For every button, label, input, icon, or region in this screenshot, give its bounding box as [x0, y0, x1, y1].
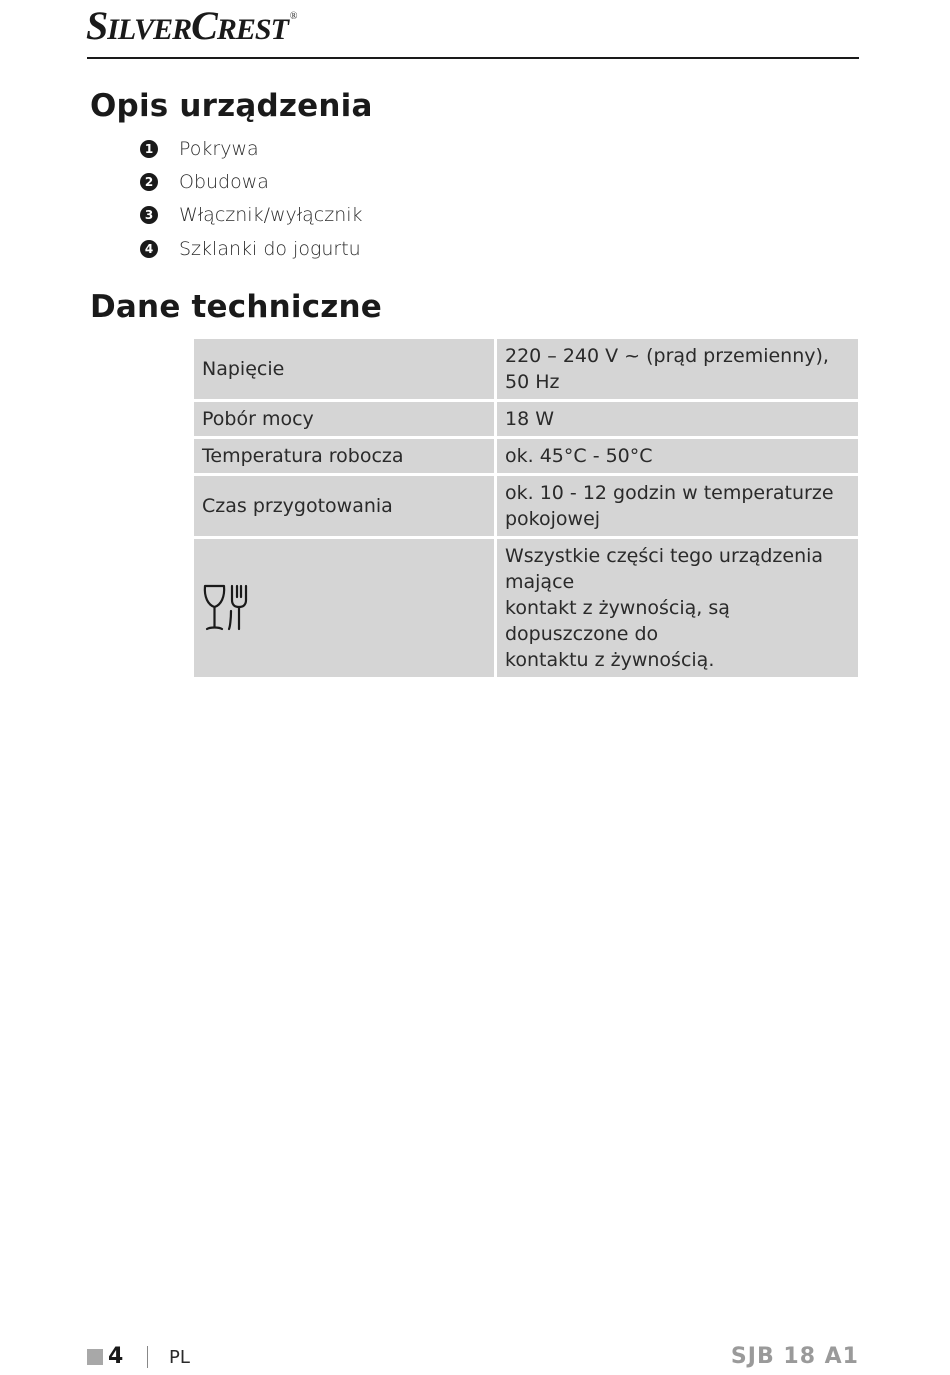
language-code: PL: [169, 1347, 190, 1368]
spec-value-line: 50 Hz: [505, 371, 560, 393]
technical-data-table: [194, 339, 858, 677]
section-title-device-description: Opis urządzenia: [90, 88, 373, 124]
silvercrest-logo: [86, 3, 297, 48]
part-number-badge: 3: [140, 206, 158, 224]
header-divider: [87, 57, 859, 59]
list-item: [140, 232, 363, 265]
spec-value-line: 220 – 240 V ~ (prąd przemienny),: [505, 345, 829, 367]
spec-value: [496, 538, 859, 678]
part-number-badge: 4: [140, 240, 158, 258]
logo-text-ilver: ILVER: [107, 13, 192, 46]
part-label: Pokrywa: [179, 137, 259, 160]
table-row: [194, 438, 858, 475]
table-row: [194, 339, 858, 401]
part-label: Włącznik/wyłącznik: [179, 204, 363, 227]
spec-value-line: 18 W: [505, 408, 555, 430]
list-item: [140, 165, 363, 198]
list-item: [140, 199, 363, 232]
spec-label: Czas przygotowania: [194, 475, 496, 538]
registered-mark: ®: [289, 11, 297, 22]
table-row: [194, 475, 858, 538]
page-marker-square: [87, 1349, 103, 1365]
spec-label: Napięcie: [194, 339, 496, 401]
logo-letter-s: S: [86, 3, 108, 48]
spec-value: [496, 401, 859, 438]
part-number-badge: 1: [140, 140, 158, 158]
spec-value: [496, 438, 859, 475]
part-label: Szklanki do jogurtu: [179, 237, 361, 260]
spec-value: [496, 475, 859, 538]
list-item: [140, 132, 363, 165]
spec-label: Pobór mocy: [194, 401, 496, 438]
spec-label: Temperatura robocza: [194, 438, 496, 475]
food-safe-symbol-cell: [194, 538, 496, 678]
section-title-technical-data: Dane techniczne: [90, 289, 383, 325]
spec-value-line: kontaktu z żywnością.: [505, 649, 715, 671]
table-row: [194, 401, 858, 438]
spec-value-line: pokojowej: [505, 508, 601, 530]
part-number-badge: 2: [140, 173, 158, 191]
parts-list: [140, 132, 363, 266]
table-row: [194, 538, 858, 678]
part-label: Obudowa: [179, 171, 269, 194]
spec-value-line: kontakt z żywnością, są dopuszczone do: [505, 597, 730, 645]
model-number: SJB 18 A1: [730, 1344, 859, 1369]
page-number: 4: [108, 1344, 124, 1369]
logo-letter-c: C: [191, 3, 217, 48]
spec-value-line: ok. 10 - 12 godzin w temperaturze: [505, 482, 834, 504]
spec-value-line: ok. 45°C - 50°C: [505, 445, 653, 467]
food-safe-glass-fork-icon: [202, 583, 248, 633]
footer-divider: [147, 1346, 148, 1368]
page-footer: [87, 1344, 859, 1372]
spec-value-line: Wszystkie części tego urządzenia mające: [505, 545, 824, 593]
logo-text-rest: REST: [216, 13, 288, 46]
spec-value: [496, 339, 859, 401]
